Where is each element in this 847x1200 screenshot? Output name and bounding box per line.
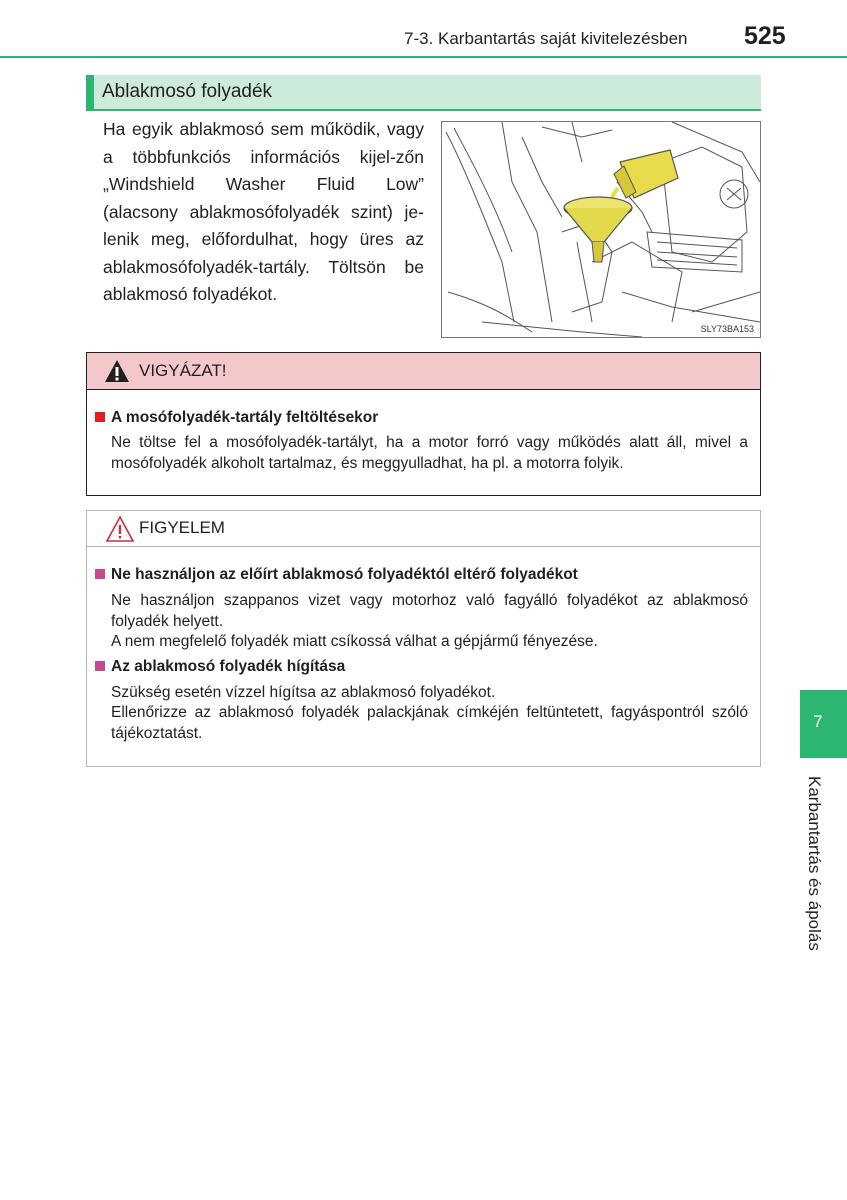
notice-box <box>86 510 761 767</box>
notice-item-title <box>95 565 578 585</box>
section-title-rule <box>86 109 761 111</box>
section-title: Ablakmosó folyadék <box>102 81 273 102</box>
caution-box <box>86 352 761 496</box>
notice-label: FIGYELEM <box>139 518 225 537</box>
notice-item-title-text: Az ablakmosó folyadék hígítása <box>111 658 346 675</box>
figure-code: SLY73BA153 <box>700 324 754 334</box>
chapter-number: 7 <box>813 712 823 731</box>
notice-header <box>87 511 760 547</box>
notice-item-body: Ellenőrizze az ablakmosó folyadék palackjának címkéjén feltüntetett, fagyáspontról szóló tájékoztatást. <box>111 704 748 742</box>
notice-item-body: Szükség esetén vízzel hígítsa az ablakmosó folyadékot. <box>111 684 496 701</box>
red-square-bullet-icon <box>95 412 105 422</box>
running-header-section: 7-3. Karbantartás saját kivitelezésben <box>404 29 688 48</box>
pink-square-bullet-icon <box>95 661 105 671</box>
section-title-bar <box>86 75 761 109</box>
caution-item-body: Ne töltse fel a mosófolyadék-tartályt, ha a motor forró vagy működés alatt áll, mivel a mosófolyadék alkoholt tartalmaz, és meggyulladhat, ha pl. a motorra folyik. <box>111 434 748 472</box>
warning-outline-icon <box>105 515 135 543</box>
intro-paragraph: Ha egyik ablakmosó sem működik, vagy a többfunkciós információs kijel-zőn „Windshield Washer Fluid Low” (alacsony ablakmosófolyadék szint) je-lenik meg, előfordulhat, hogy üres az ablakmosófolyadék-tartály. Töltsön be ablakmosó folyadékot. <box>103 119 424 304</box>
caution-item-title-text: A mosófolyadék-tartály feltöltésekor <box>111 409 379 426</box>
caution-header <box>87 353 760 390</box>
engine-bay-illustration <box>441 121 761 338</box>
caution-label: VIGYÁZAT! <box>139 361 227 380</box>
warning-triangle-icon <box>104 359 130 383</box>
notice-item-body: A nem megfelelő folyadék miatt csíkossá válhat a gépjármű fényezése. <box>111 633 598 650</box>
header-rule <box>0 56 847 58</box>
notice-item-title <box>95 657 345 677</box>
chapter-title-vertical: Karbantartás és ápolás <box>805 776 824 951</box>
notice-item-title-text: Ne használjon az előírt ablakmosó folyadéktól eltérő folyadékot <box>111 566 578 583</box>
chapter-tab <box>800 690 847 758</box>
notice-item-body: Ne használjon szappanos vizet vagy motorhoz való fagyálló folyadékot az ablakmosó folyadék helyett. <box>111 592 748 630</box>
pink-square-bullet-icon <box>95 569 105 579</box>
caution-item-title <box>95 408 378 428</box>
page-number: 525 <box>744 22 786 50</box>
washer-fluid-refill-drawing <box>442 122 761 338</box>
